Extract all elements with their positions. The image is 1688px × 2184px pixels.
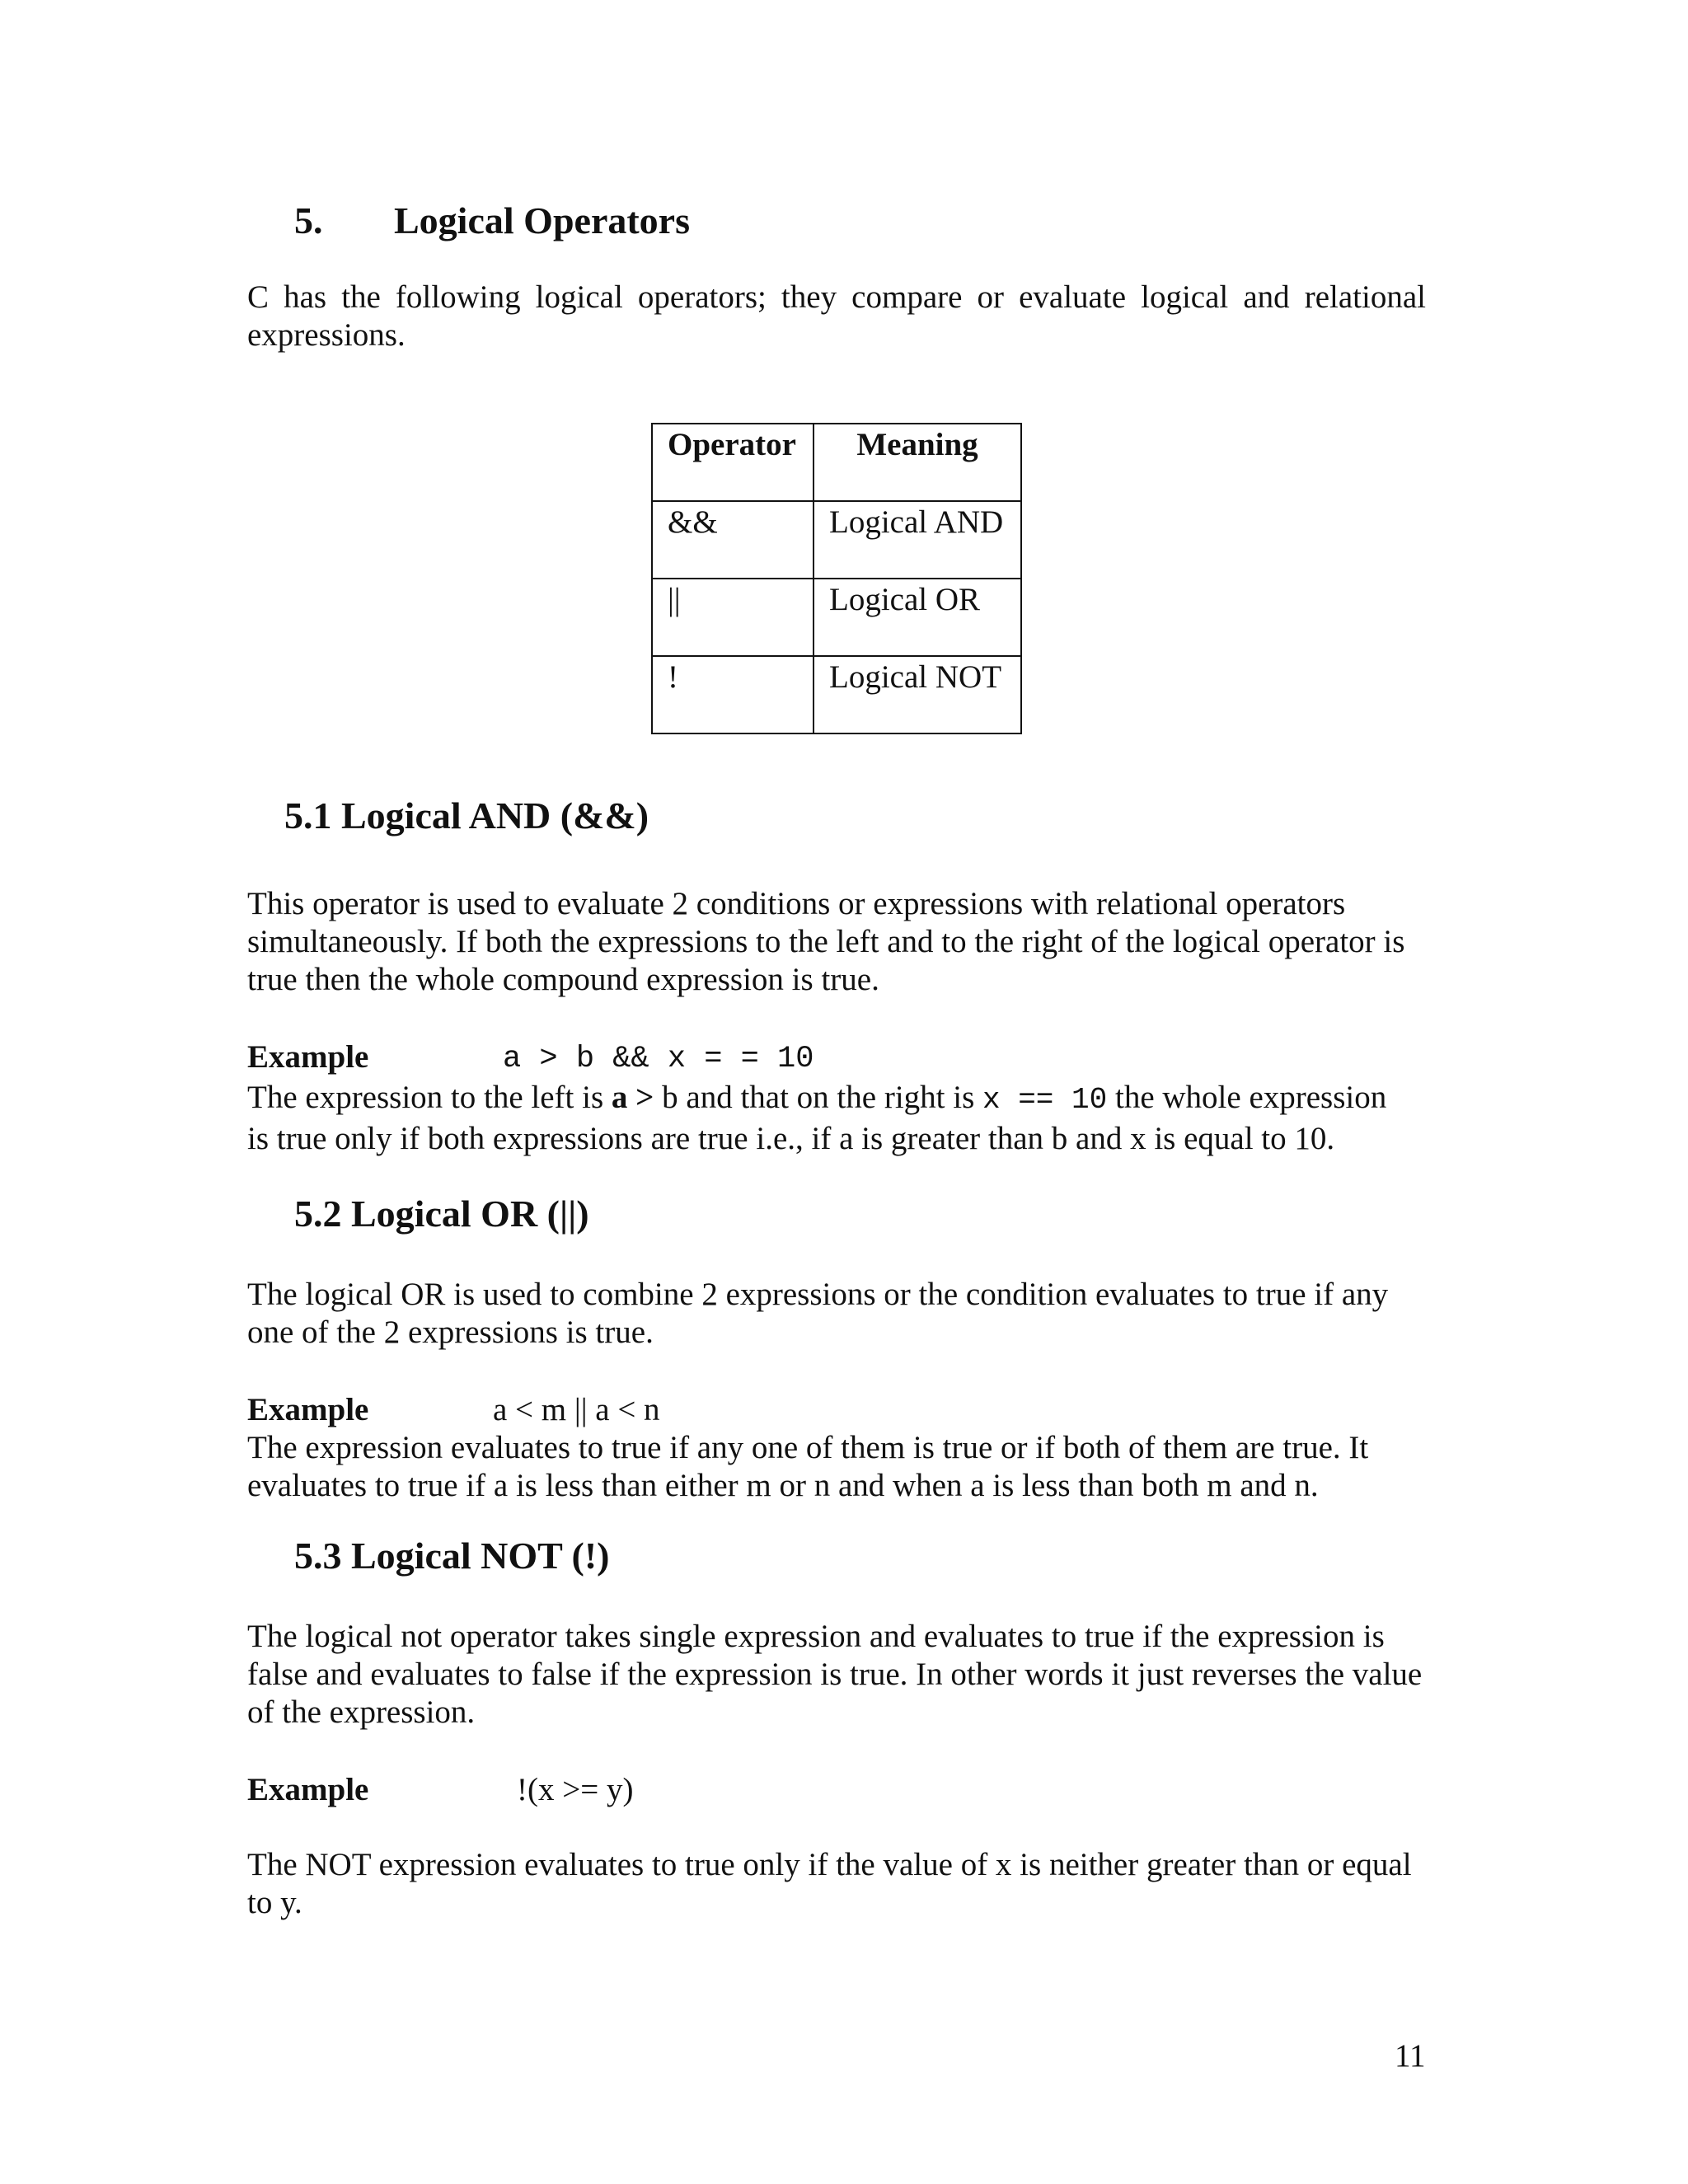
table-header-row xyxy=(652,424,1021,501)
and-explanation-text: the whole expression xyxy=(1107,1080,1387,1115)
table-row xyxy=(652,656,1021,733)
and-example-code: a > b && x = = 10 xyxy=(503,1042,814,1076)
page-number: 11 xyxy=(1395,2038,1426,2074)
and-explanation-bold: a > xyxy=(611,1080,654,1115)
or-paragraph: The logical OR is used to combine 2 expressions or the condition evaluates to true if any one of the 2 expressions is true. xyxy=(247,1277,1389,1350)
not-heading: 5.3 Logical NOT (!) xyxy=(294,1535,610,1577)
table-cell-operator: ! xyxy=(652,656,814,733)
and-explanation-text: b and that on the right is xyxy=(654,1080,982,1115)
and-heading: 5.1 Logical AND (&&) xyxy=(284,794,649,837)
or-heading: 5.2 Logical OR (||) xyxy=(294,1193,589,1235)
table-cell-meaning: Logical AND xyxy=(814,501,1021,579)
and-explanation-line2: is true only if both expressions are true i.e., if a is greater than b and x is equal to 10. xyxy=(247,1121,1335,1156)
section-intro: C has the following logical operators; they compare or evaluate logical and relational expressions. xyxy=(247,279,1426,353)
and-example-label: Example xyxy=(247,1039,369,1075)
table-row xyxy=(652,579,1021,656)
table-cell-meaning: Logical OR xyxy=(814,579,1021,656)
section-number: 5. xyxy=(294,199,323,241)
or-example-label: Example xyxy=(247,1392,369,1427)
table-cell-meaning: Logical NOT xyxy=(814,656,1021,733)
table-row xyxy=(652,501,1021,579)
not-paragraph: The logical not operator takes single expression and evaluates to true if the expression is false and evaluates to false if the expression is true. In other words it just reverses the value of the expression. xyxy=(247,1619,1423,1730)
and-paragraph: This operator is used to evaluate 2 conditions or expressions with relational operators simultaneously. If both the expressions to the left and to the right of the logical operator is true then the whole compound expression is true. xyxy=(247,886,1405,997)
or-explanation: The expression evaluates to true if any one of them is true or if both of them are true. It evaluates to true if a is less than either m or n and when a is less than both m and n. xyxy=(247,1430,1369,1503)
section-title: Logical Operators xyxy=(394,199,690,241)
or-example-code: a < m || a < n xyxy=(493,1392,660,1427)
table-header-meaning: Meaning xyxy=(814,424,1021,501)
not-example-label: Example xyxy=(247,1772,369,1807)
and-explanation-text: The expression to the left is xyxy=(247,1080,612,1115)
and-explanation-code: x == 10 xyxy=(982,1083,1108,1117)
not-example-code: !(x >= y) xyxy=(517,1772,634,1807)
table-cell-operator: || xyxy=(652,579,814,656)
and-explanation-line1 xyxy=(247,1079,1386,1119)
not-explanation: The NOT expression evaluates to true only if the value of x is neither greater than or equal to y. xyxy=(247,1847,1412,1920)
table-header-operator: Operator xyxy=(652,424,814,501)
table-cell-operator: && xyxy=(652,501,814,579)
operators-table xyxy=(651,423,1022,734)
